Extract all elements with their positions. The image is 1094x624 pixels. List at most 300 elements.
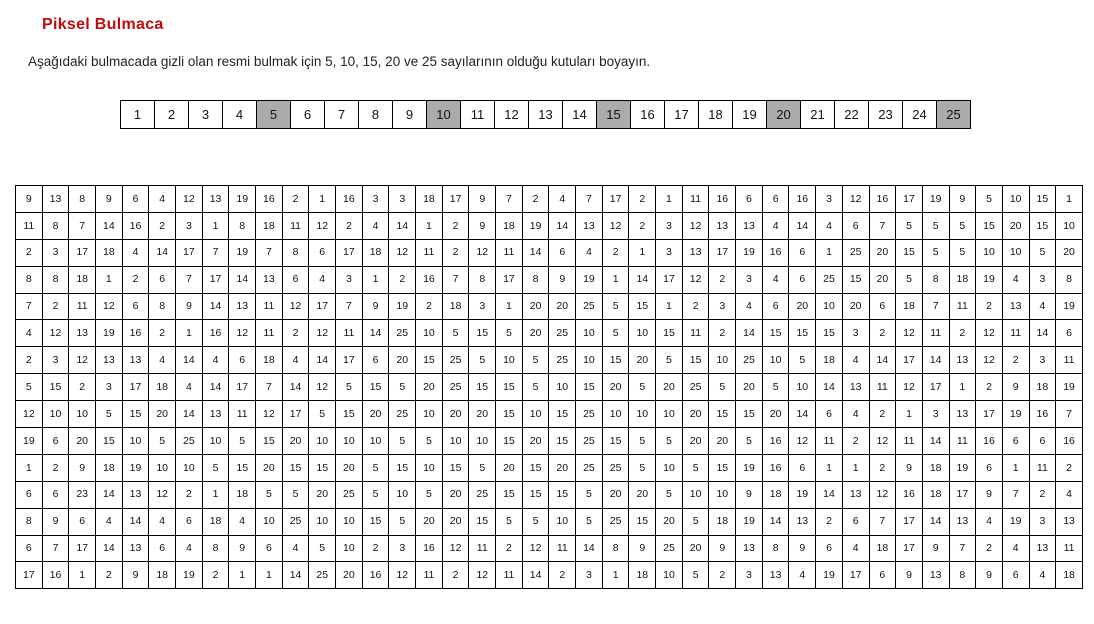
grid-cell[interactable]: 14 (922, 347, 949, 374)
grid-cell[interactable]: 18 (949, 266, 976, 293)
grid-cell[interactable]: 10 (762, 347, 789, 374)
grid-cell[interactable]: 13 (949, 401, 976, 428)
grid-cell[interactable]: 7 (69, 212, 96, 239)
grid-cell[interactable]: 1 (256, 562, 283, 589)
grid-cell[interactable]: 3 (576, 562, 603, 589)
grid-cell[interactable]: 19 (229, 239, 256, 266)
grid-cell[interactable]: 14 (789, 401, 816, 428)
grid-cell[interactable]: 3 (1029, 508, 1056, 535)
grid-cell[interactable]: 9 (949, 186, 976, 213)
grid-cell[interactable]: 12 (96, 293, 123, 320)
grid-cell[interactable]: 19 (16, 428, 43, 455)
grid-cell[interactable]: 3 (42, 239, 69, 266)
grid-cell[interactable]: 20 (656, 508, 683, 535)
grid-cell[interactable]: 20 (496, 454, 523, 481)
grid-cell[interactable]: 17 (16, 562, 43, 589)
grid-cell[interactable]: 15 (496, 374, 523, 401)
grid-cell[interactable]: 6 (149, 266, 176, 293)
grid-cell[interactable]: 1 (202, 212, 229, 239)
grid-cell[interactable]: 11 (416, 562, 443, 589)
grid-cell[interactable]: 7 (336, 293, 363, 320)
grid-cell[interactable]: 4 (309, 266, 336, 293)
grid-cell[interactable]: 14 (96, 535, 123, 562)
grid-cell[interactable]: 1 (362, 266, 389, 293)
grid-cell[interactable]: 3 (842, 320, 869, 347)
grid-cell[interactable]: 20 (469, 401, 496, 428)
grid-cell[interactable]: 15 (496, 428, 523, 455)
grid-cell[interactable]: 12 (869, 428, 896, 455)
grid-cell[interactable]: 3 (736, 562, 763, 589)
grid-cell[interactable]: 3 (96, 374, 123, 401)
grid-cell[interactable]: 25 (656, 535, 683, 562)
grid-cell[interactable]: 4 (1029, 293, 1056, 320)
grid-cell[interactable]: 13 (1056, 508, 1083, 535)
grid-cell[interactable]: 5 (149, 428, 176, 455)
grid-cell[interactable]: 15 (469, 508, 496, 535)
grid-cell[interactable]: 20 (736, 374, 763, 401)
grid-cell[interactable]: 9 (629, 535, 656, 562)
grid-cell[interactable]: 19 (816, 562, 843, 589)
grid-cell[interactable]: 2 (362, 535, 389, 562)
grid-cell[interactable]: 9 (549, 266, 576, 293)
grid-cell[interactable]: 2 (522, 186, 549, 213)
grid-cell[interactable]: 12 (522, 535, 549, 562)
grid-cell[interactable]: 13 (736, 535, 763, 562)
grid-cell[interactable]: 6 (789, 239, 816, 266)
grid-cell[interactable]: 14 (96, 212, 123, 239)
grid-cell[interactable]: 2 (16, 239, 43, 266)
grid-cell[interactable]: 9 (736, 481, 763, 508)
grid-cell[interactable]: 13 (256, 266, 283, 293)
grid-cell[interactable]: 5 (576, 508, 603, 535)
grid-cell[interactable]: 2 (629, 186, 656, 213)
grid-cell[interactable]: 15 (789, 320, 816, 347)
grid-cell[interactable]: 4 (176, 535, 203, 562)
grid-cell[interactable]: 4 (202, 347, 229, 374)
grid-cell[interactable]: 17 (69, 535, 96, 562)
grid-cell[interactable]: 16 (1029, 401, 1056, 428)
grid-cell[interactable]: 12 (309, 320, 336, 347)
grid-cell[interactable]: 18 (362, 239, 389, 266)
grid-cell[interactable]: 2 (496, 535, 523, 562)
grid-cell[interactable]: 2 (842, 428, 869, 455)
grid-cell[interactable]: 6 (309, 239, 336, 266)
grid-cell[interactable]: 4 (842, 535, 869, 562)
grid-cell[interactable]: 2 (869, 320, 896, 347)
grid-cell[interactable]: 6 (16, 535, 43, 562)
grid-cell[interactable]: 6 (549, 239, 576, 266)
grid-cell[interactable]: 5 (362, 454, 389, 481)
grid-cell[interactable]: 5 (682, 454, 709, 481)
grid-cell[interactable]: 12 (282, 293, 309, 320)
grid-cell[interactable]: 15 (629, 293, 656, 320)
grid-cell[interactable]: 19 (96, 320, 123, 347)
grid-cell[interactable]: 20 (1002, 212, 1029, 239)
grid-cell[interactable]: 2 (1029, 481, 1056, 508)
grid-cell[interactable]: 16 (202, 320, 229, 347)
grid-cell[interactable]: 20 (789, 293, 816, 320)
grid-cell[interactable]: 16 (789, 186, 816, 213)
grid-cell[interactable]: 5 (469, 347, 496, 374)
grid-cell[interactable]: 3 (1029, 347, 1056, 374)
grid-cell[interactable]: 14 (149, 239, 176, 266)
grid-cell[interactable]: 5 (922, 239, 949, 266)
grid-cell[interactable]: 11 (496, 239, 523, 266)
grid-cell[interactable]: 20 (69, 428, 96, 455)
grid-cell[interactable]: 8 (1056, 266, 1083, 293)
grid-cell[interactable]: 6 (42, 428, 69, 455)
grid-cell[interactable]: 5 (336, 374, 363, 401)
grid-cell[interactable]: 2 (69, 374, 96, 401)
grid-cell[interactable]: 1 (1002, 454, 1029, 481)
grid-cell[interactable]: 11 (69, 293, 96, 320)
grid-cell[interactable]: 4 (549, 186, 576, 213)
grid-cell[interactable]: 11 (896, 428, 923, 455)
grid-cell[interactable]: 11 (16, 212, 43, 239)
grid-cell[interactable]: 12 (976, 320, 1003, 347)
grid-cell[interactable]: 14 (736, 320, 763, 347)
grid-cell[interactable]: 19 (949, 454, 976, 481)
grid-cell[interactable]: 18 (922, 481, 949, 508)
grid-cell[interactable]: 7 (576, 186, 603, 213)
grid-cell[interactable]: 7 (496, 186, 523, 213)
grid-cell[interactable]: 5 (949, 239, 976, 266)
grid-cell[interactable]: 10 (149, 454, 176, 481)
grid-cell[interactable]: 5 (389, 374, 416, 401)
grid-cell[interactable]: 20 (549, 454, 576, 481)
grid-cell[interactable]: 15 (442, 454, 469, 481)
grid-cell[interactable]: 5 (96, 401, 123, 428)
grid-cell[interactable]: 6 (842, 212, 869, 239)
grid-cell[interactable]: 6 (762, 186, 789, 213)
grid-cell[interactable]: 18 (869, 535, 896, 562)
grid-cell[interactable]: 19 (736, 239, 763, 266)
grid-cell[interactable]: 14 (202, 293, 229, 320)
grid-cell[interactable]: 12 (976, 347, 1003, 374)
grid-cell[interactable]: 10 (709, 481, 736, 508)
grid-cell[interactable]: 7 (202, 239, 229, 266)
grid-cell[interactable]: 16 (976, 428, 1003, 455)
grid-cell[interactable]: 18 (256, 212, 283, 239)
grid-cell[interactable]: 10 (549, 508, 576, 535)
grid-cell[interactable]: 20 (682, 428, 709, 455)
grid-cell[interactable]: 4 (122, 239, 149, 266)
grid-cell[interactable]: 13 (202, 401, 229, 428)
grid-cell[interactable]: 10 (549, 374, 576, 401)
grid-cell[interactable]: 14 (202, 374, 229, 401)
grid-cell[interactable]: 7 (42, 535, 69, 562)
grid-cell[interactable]: 11 (922, 320, 949, 347)
grid-cell[interactable]: 1 (309, 186, 336, 213)
grid-cell[interactable]: 25 (442, 374, 469, 401)
grid-cell[interactable]: 2 (869, 454, 896, 481)
grid-cell[interactable]: 25 (736, 347, 763, 374)
grid-cell[interactable]: 25 (682, 374, 709, 401)
grid-cell[interactable]: 10 (602, 401, 629, 428)
grid-cell[interactable]: 8 (16, 266, 43, 293)
grid-cell[interactable]: 11 (949, 428, 976, 455)
grid-cell[interactable]: 16 (362, 562, 389, 589)
grid-cell[interactable]: 20 (709, 428, 736, 455)
grid-cell[interactable]: 4 (176, 374, 203, 401)
grid-cell[interactable]: 8 (149, 293, 176, 320)
grid-cell[interactable]: 3 (1029, 266, 1056, 293)
grid-cell[interactable]: 5 (1029, 239, 1056, 266)
grid-cell[interactable]: 17 (229, 374, 256, 401)
grid-cell[interactable]: 7 (949, 535, 976, 562)
grid-cell[interactable]: 15 (842, 266, 869, 293)
grid-cell[interactable]: 17 (896, 347, 923, 374)
grid-cell[interactable]: 12 (869, 481, 896, 508)
grid-cell[interactable]: 14 (869, 347, 896, 374)
grid-cell[interactable]: 8 (282, 239, 309, 266)
grid-cell[interactable]: 10 (309, 508, 336, 535)
grid-cell[interactable]: 14 (362, 320, 389, 347)
grid-cell[interactable]: 5 (602, 293, 629, 320)
grid-cell[interactable]: 5 (522, 347, 549, 374)
grid-cell[interactable]: 6 (69, 508, 96, 535)
grid-cell[interactable]: 12 (602, 212, 629, 239)
grid-cell[interactable]: 1 (96, 266, 123, 293)
grid-cell[interactable]: 13 (96, 347, 123, 374)
grid-cell[interactable]: 20 (336, 454, 363, 481)
grid-cell[interactable]: 17 (122, 374, 149, 401)
grid-cell[interactable]: 1 (656, 293, 683, 320)
grid-cell[interactable]: 2 (602, 239, 629, 266)
grid-cell[interactable]: 10 (202, 428, 229, 455)
grid-cell[interactable]: 2 (949, 320, 976, 347)
grid-cell[interactable]: 14 (96, 481, 123, 508)
grid-cell[interactable]: 12 (896, 320, 923, 347)
grid-cell[interactable]: 13 (762, 562, 789, 589)
grid-cell[interactable]: 11 (256, 293, 283, 320)
grid-cell[interactable]: 2 (42, 454, 69, 481)
grid-cell[interactable]: 13 (949, 347, 976, 374)
grid-cell[interactable]: 17 (176, 239, 203, 266)
grid-cell[interactable]: 13 (709, 212, 736, 239)
grid-cell[interactable]: 25 (602, 508, 629, 535)
grid-cell[interactable]: 6 (176, 508, 203, 535)
grid-cell[interactable]: 17 (842, 562, 869, 589)
grid-cell[interactable]: 14 (522, 562, 549, 589)
grid-cell[interactable]: 11 (469, 535, 496, 562)
grid-cell[interactable]: 8 (602, 535, 629, 562)
grid-cell[interactable]: 10 (1056, 212, 1083, 239)
grid-cell[interactable]: 1 (496, 293, 523, 320)
grid-cell[interactable]: 19 (922, 186, 949, 213)
grid-cell[interactable]: 20 (629, 481, 656, 508)
grid-cell[interactable]: 5 (682, 562, 709, 589)
grid-cell[interactable]: 18 (96, 454, 123, 481)
grid-cell[interactable]: 9 (922, 535, 949, 562)
grid-cell[interactable]: 16 (762, 239, 789, 266)
grid-cell[interactable]: 25 (176, 428, 203, 455)
grid-cell[interactable]: 15 (576, 374, 603, 401)
grid-cell[interactable]: 15 (256, 428, 283, 455)
grid-cell[interactable]: 12 (309, 374, 336, 401)
grid-cell[interactable]: 19 (1002, 508, 1029, 535)
grid-cell[interactable]: 19 (389, 293, 416, 320)
grid-cell[interactable]: 15 (362, 374, 389, 401)
grid-cell[interactable]: 14 (282, 374, 309, 401)
grid-cell[interactable]: 5 (629, 428, 656, 455)
grid-cell[interactable]: 17 (336, 239, 363, 266)
grid-cell[interactable]: 6 (1002, 428, 1029, 455)
grid-cell[interactable]: 14 (522, 239, 549, 266)
grid-cell[interactable]: 5 (896, 212, 923, 239)
grid-cell[interactable]: 4 (282, 535, 309, 562)
grid-cell[interactable]: 10 (122, 428, 149, 455)
grid-cell[interactable]: 10 (576, 347, 603, 374)
grid-cell[interactable]: 17 (602, 186, 629, 213)
grid-cell[interactable]: 15 (602, 347, 629, 374)
grid-cell[interactable]: 7 (442, 266, 469, 293)
grid-cell[interactable]: 11 (869, 374, 896, 401)
grid-cell[interactable]: 20 (256, 454, 283, 481)
grid-cell[interactable]: 9 (896, 454, 923, 481)
grid-cell[interactable]: 5 (789, 347, 816, 374)
grid-cell[interactable]: 20 (282, 428, 309, 455)
grid-cell[interactable]: 19 (176, 562, 203, 589)
grid-cell[interactable]: 15 (522, 454, 549, 481)
grid-cell[interactable]: 12 (389, 239, 416, 266)
grid-cell[interactable]: 10 (496, 347, 523, 374)
grid-cell[interactable]: 10 (336, 428, 363, 455)
grid-cell[interactable]: 5 (522, 508, 549, 535)
grid-cell[interactable]: 5 (656, 481, 683, 508)
grid-cell[interactable]: 12 (389, 562, 416, 589)
grid-cell[interactable]: 20 (442, 481, 469, 508)
grid-cell[interactable]: 6 (976, 454, 1003, 481)
grid-cell[interactable]: 5 (389, 508, 416, 535)
grid-cell[interactable]: 20 (682, 401, 709, 428)
grid-cell[interactable]: 4 (1002, 266, 1029, 293)
grid-cell[interactable]: 25 (576, 428, 603, 455)
grid-cell[interactable]: 17 (656, 266, 683, 293)
grid-cell[interactable]: 15 (736, 401, 763, 428)
grid-cell[interactable]: 4 (229, 508, 256, 535)
grid-cell[interactable]: 14 (229, 266, 256, 293)
grid-cell[interactable]: 14 (1029, 320, 1056, 347)
grid-cell[interactable]: 20 (442, 401, 469, 428)
grid-cell[interactable]: 13 (229, 293, 256, 320)
grid-cell[interactable]: 15 (656, 320, 683, 347)
grid-cell[interactable]: 15 (629, 508, 656, 535)
grid-cell[interactable]: 1 (176, 320, 203, 347)
grid-cell[interactable]: 2 (336, 212, 363, 239)
grid-cell[interactable]: 5 (496, 508, 523, 535)
grid-cell[interactable]: 5 (576, 481, 603, 508)
grid-cell[interactable]: 17 (709, 239, 736, 266)
grid-cell[interactable]: 5 (656, 428, 683, 455)
grid-cell[interactable]: 18 (1056, 562, 1083, 589)
grid-cell[interactable]: 25 (389, 320, 416, 347)
grid-cell[interactable]: 4 (96, 508, 123, 535)
grid-cell[interactable]: 19 (1056, 374, 1083, 401)
grid-cell[interactable]: 2 (1002, 347, 1029, 374)
grid-cell[interactable]: 1 (656, 186, 683, 213)
grid-cell[interactable]: 7 (869, 508, 896, 535)
grid-cell[interactable]: 25 (282, 508, 309, 535)
grid-cell[interactable]: 3 (656, 212, 683, 239)
grid-cell[interactable]: 4 (736, 293, 763, 320)
grid-cell[interactable]: 13 (736, 212, 763, 239)
grid-cell[interactable]: 10 (522, 401, 549, 428)
grid-cell[interactable]: 20 (522, 320, 549, 347)
grid-cell[interactable]: 6 (762, 293, 789, 320)
grid-cell[interactable]: 20 (602, 481, 629, 508)
grid-cell[interactable]: 18 (816, 347, 843, 374)
grid-cell[interactable]: 17 (336, 347, 363, 374)
grid-cell[interactable]: 1 (816, 454, 843, 481)
grid-cell[interactable]: 5 (922, 212, 949, 239)
grid-cell[interactable]: 16 (336, 186, 363, 213)
grid-cell[interactable]: 6 (1002, 562, 1029, 589)
grid-cell[interactable]: 11 (336, 320, 363, 347)
grid-cell[interactable]: 20 (869, 239, 896, 266)
grid-cell[interactable]: 16 (256, 186, 283, 213)
grid-cell[interactable]: 20 (762, 401, 789, 428)
grid-cell[interactable]: 19 (522, 212, 549, 239)
grid-cell[interactable]: 15 (496, 481, 523, 508)
grid-cell[interactable]: 2 (976, 535, 1003, 562)
grid-cell[interactable]: 2 (389, 266, 416, 293)
grid-cell[interactable]: 2 (202, 562, 229, 589)
grid-cell[interactable]: 5 (522, 374, 549, 401)
grid-cell[interactable]: 14 (789, 212, 816, 239)
grid-cell[interactable]: 4 (16, 320, 43, 347)
grid-cell[interactable]: 25 (442, 347, 469, 374)
grid-cell[interactable]: 2 (629, 212, 656, 239)
grid-cell[interactable]: 10 (176, 454, 203, 481)
grid-cell[interactable]: 13 (949, 508, 976, 535)
grid-cell[interactable]: 12 (896, 374, 923, 401)
grid-cell[interactable]: 5 (602, 320, 629, 347)
grid-cell[interactable]: 2 (282, 320, 309, 347)
grid-cell[interactable]: 7 (922, 293, 949, 320)
grid-cell[interactable]: 18 (96, 239, 123, 266)
grid-cell[interactable]: 15 (336, 401, 363, 428)
grid-cell[interactable]: 8 (229, 212, 256, 239)
grid-cell[interactable]: 6 (256, 535, 283, 562)
grid-cell[interactable]: 19 (976, 266, 1003, 293)
grid-cell[interactable]: 10 (976, 239, 1003, 266)
grid-cell[interactable]: 15 (1029, 186, 1056, 213)
grid-cell[interactable]: 18 (496, 212, 523, 239)
grid-cell[interactable]: 10 (629, 401, 656, 428)
grid-cell[interactable]: 20 (549, 293, 576, 320)
grid-cell[interactable]: 20 (1056, 239, 1083, 266)
grid-cell[interactable]: 8 (42, 212, 69, 239)
grid-cell[interactable]: 3 (42, 347, 69, 374)
grid-cell[interactable]: 6 (869, 562, 896, 589)
grid-cell[interactable]: 3 (709, 293, 736, 320)
grid-cell[interactable]: 20 (336, 562, 363, 589)
grid-cell[interactable]: 19 (736, 454, 763, 481)
grid-cell[interactable]: 2 (709, 266, 736, 293)
grid-cell[interactable]: 5 (496, 320, 523, 347)
grid-cell[interactable]: 4 (1002, 535, 1029, 562)
grid-cell[interactable]: 9 (976, 481, 1003, 508)
grid-cell[interactable]: 10 (656, 454, 683, 481)
grid-cell[interactable]: 16 (416, 266, 443, 293)
grid-cell[interactable]: 4 (576, 239, 603, 266)
grid-cell[interactable]: 18 (256, 347, 283, 374)
grid-cell[interactable]: 15 (976, 212, 1003, 239)
grid-cell[interactable]: 25 (576, 454, 603, 481)
grid-cell[interactable]: 17 (496, 266, 523, 293)
grid-cell[interactable]: 15 (1029, 212, 1056, 239)
